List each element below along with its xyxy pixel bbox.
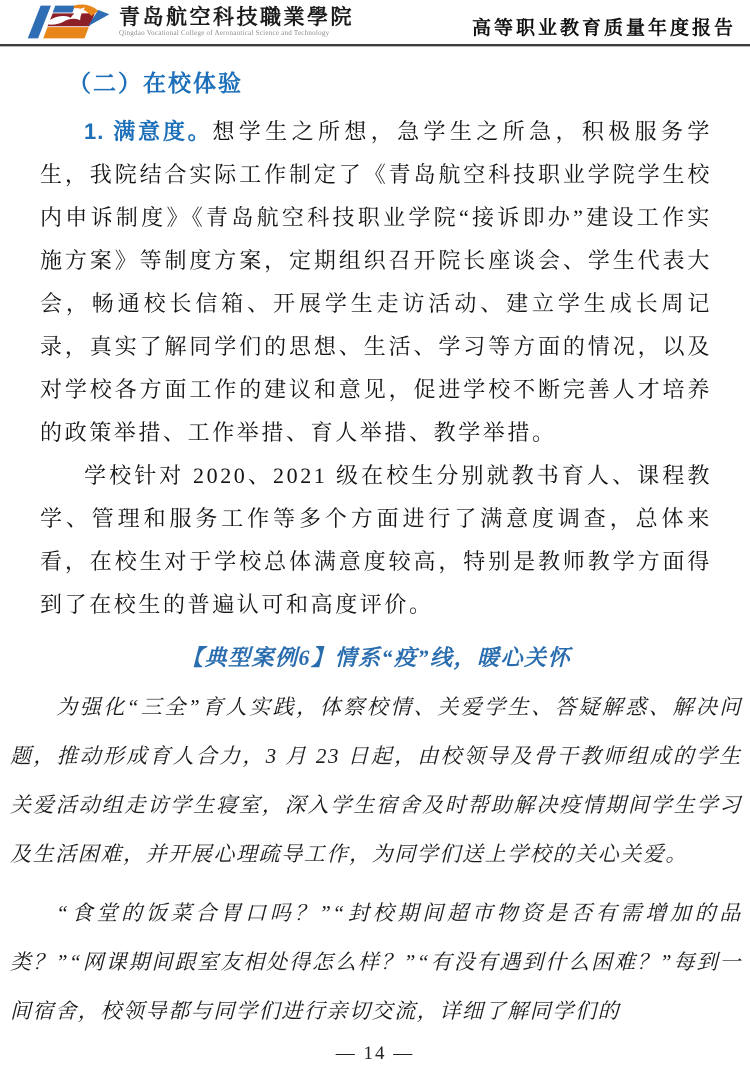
paragraph-survey: 学校针对 2020、2021 级在校生分别就教书育人、课程教学、管理和服务工作等多个方面进行了满意度调查，总体来看，在校生对于学校总体满意度较高，特别是教师教学方面得到了在校生的普遍认可和高度评价。	[40, 463, 712, 617]
section-heading: （二）在校体验	[68, 70, 243, 96]
case-paragraph-1: 为强化“三全”育人实践，体察校情、关爱学生、答疑解惑、解决问题，推动形成育人合力，3 月 23 日起，由校领导及骨干教师组成的学生关爱活动组走访学生寝室，深入学生宿舍及时帮助解决疫情期间学生学习及生活困难，并开展心理疏导工作，为同学们送上学校的关心关爱。	[10, 695, 742, 866]
page-content	[0, 47, 750, 1036]
college-logo-icon	[26, 3, 112, 41]
page-number: — 14 —	[335, 1043, 415, 1064]
case-heading: 【典型案例6】情系“疫”线，暖心关怀	[180, 645, 571, 670]
page-header	[0, 0, 750, 44]
paragraph-lead-label: 1. 满意度。	[84, 119, 213, 144]
college-name-block	[119, 6, 354, 37]
case-paragraph-2: “食堂的饭菜合胃口吗？”“封校期间超市物资是否有需增加的品类？”“网课期间跟室友相处得怎么样？”“有没有遇到什么困难？”每到一间宿舍，校领导都与同学们进行亲切交流，详细了解同学们的	[10, 901, 742, 1023]
college-name-english: Qingdao Vocational College of Aeronautical Science and Technology	[119, 29, 330, 38]
paragraph-satisfaction	[40, 110, 712, 454]
college-brand	[26, 3, 354, 41]
paragraph-satisfaction-text: 想学生之所想，急学生之所急，积极服务学生，我院结合实际工作制定了《青岛航空科技职业学院学生校内申诉制度》《青岛航空科技职业学院“接诉即办”建设工作实施方案》等制度方案，定期组织召开院长座谈会、学生代表大会，畅通校长信箱、开展学生走访活动、建立学生成长周记录，真实了解同学们的思想、生活、学习等方面的情况，以及对学校各方面工作的建议和意见，促进学校不断完善人才培养的政策举措、工作举措、育人举措、教学举措。	[40, 119, 712, 445]
college-name: 青岛航空科技職業學院	[119, 5, 354, 30]
report-title: 高等职业教育质量年度报告	[471, 18, 736, 39]
